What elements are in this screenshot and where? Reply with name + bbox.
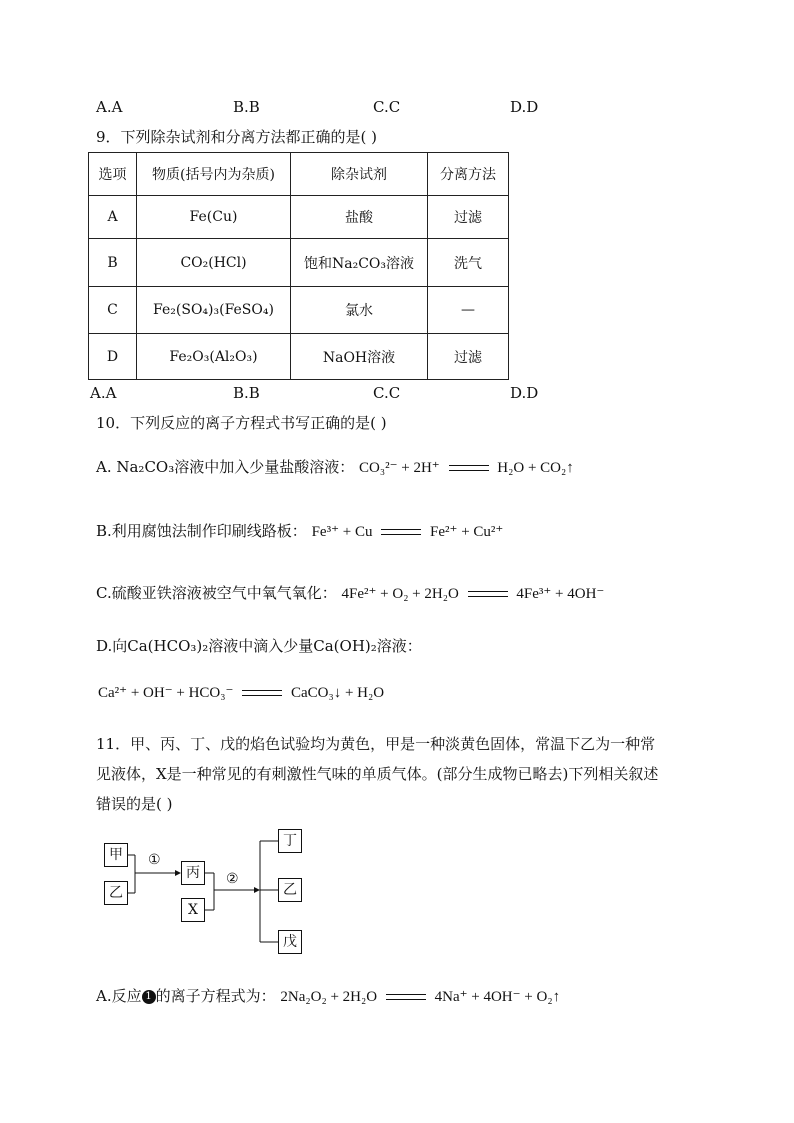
q8-option-b: B.B <box>233 98 260 116</box>
q9-option-d: D.D <box>510 384 539 402</box>
q10-c-prefix: C.硫酸亚铁溶液被空气中氧气氧化： <box>96 584 337 602</box>
equals-sign <box>386 994 426 1000</box>
q10-b-lhs: Fe³⁺ + Cu <box>311 524 373 540</box>
q10-b-prefix: B.利用腐蚀法制作印刷线路板： <box>96 522 307 540</box>
cell-option: A <box>89 196 137 239</box>
cell-option: B <box>89 239 137 287</box>
cell-reagent: 盐酸 <box>291 196 428 239</box>
cell-option: D <box>89 334 137 380</box>
box-ding: 丁 <box>278 829 302 853</box>
q9-option-c: C.C <box>373 384 401 402</box>
box-yi-product: 乙 <box>278 878 302 902</box>
box-wu: 戊 <box>278 930 302 954</box>
q10-d-lhs: Ca²⁺ + OH⁻ + HCO₃⁻ <box>98 685 234 701</box>
cell-reagent: 饱和Na₂CO₃溶液 <box>291 239 428 287</box>
header-method: 分离方法 <box>428 153 509 196</box>
q11-stem-line3: 错误的是( ) <box>96 795 173 813</box>
cell-substance: Fe(Cu) <box>137 196 291 239</box>
step-2-label: ② <box>226 871 239 887</box>
q9-stem: 9．下列除杂试剂和分离方法都正确的是( ) <box>96 128 378 146</box>
cell-option: C <box>89 287 137 334</box>
q11-a-prefix: A.反应 <box>96 987 142 1005</box>
box-x: X <box>181 898 205 922</box>
cell-substance: Fe₂O₃(Al₂O₃) <box>137 334 291 380</box>
q8-option-c: C.C <box>373 98 401 116</box>
cell-reagent: 氯水 <box>291 287 428 334</box>
q11-a-rhs: 4Na⁺ + 4OH⁻ + O₂↑ <box>434 989 561 1005</box>
cell-substance: CO₂(HCl) <box>137 239 291 287</box>
cell-substance: Fe₂(SO₄)₃(FeSO₄) <box>137 287 291 334</box>
q11-option-a <box>96 985 560 1006</box>
cell-method: 过滤 <box>428 334 509 380</box>
q11-stem-line2: 见液体，X是一种常见的有刺激性气味的单质气体。(部分生成物已略去)下列相关叙述 <box>96 765 659 783</box>
cell-method: — <box>428 287 509 334</box>
q10-c-rhs: 4Fe³⁺ + 4OH⁻ <box>516 586 605 602</box>
header-substance: 物质(括号内为杂质) <box>137 153 291 196</box>
header-reagent: 除杂试剂 <box>291 153 428 196</box>
step-1-label: ① <box>148 852 161 868</box>
q11-a-mid: 的离子方程式为： <box>155 987 276 1005</box>
q9-option-b: B.B <box>233 384 260 402</box>
q10-d-rhs: CaCO₃↓ + H₂O <box>290 685 385 701</box>
q9-option-a: A.A <box>90 384 117 402</box>
cell-method: 过滤 <box>428 196 509 239</box>
q8-option-a: A.A <box>96 98 123 116</box>
q11-stem-line1: 11．甲、丙、丁、戊的焰色试验均为黄色，甲是一种淡黄色固体，常温下乙为一种常 <box>96 735 656 753</box>
circled-one-icon: 1 <box>142 990 156 1004</box>
q10-c-lhs: 4Fe²⁺ + O₂ + 2H₂O <box>341 586 459 602</box>
q10-a-rhs: H₂O + CO₂↑ <box>497 460 574 476</box>
header-option: 选项 <box>89 153 137 196</box>
q10-a-prefix: A. Na₂CO₃溶液中加入少量盐酸溶液： <box>96 458 355 476</box>
cell-reagent: NaOH溶液 <box>291 334 428 380</box>
q8-option-d: D.D <box>510 98 539 116</box>
q11-a-lhs: 2Na₂O₂ + 2H₂O <box>280 989 378 1005</box>
q10-b-rhs: Fe²⁺ + Cu²⁺ <box>430 524 504 540</box>
cell-method: 洗气 <box>428 239 509 287</box>
box-yi: 乙 <box>104 881 128 905</box>
box-jia: 甲 <box>104 843 128 867</box>
q10-stem: 10．下列反应的离子方程式书写正确的是( ) <box>96 414 387 432</box>
box-bing: 丙 <box>181 861 205 885</box>
q10-a-lhs: CO₃²⁻ + 2H⁺ <box>359 460 440 476</box>
q10-d-prefix: D.向Ca(HCO₃)₂溶液中滴入少量Ca(OH)₂溶液： <box>96 637 422 655</box>
